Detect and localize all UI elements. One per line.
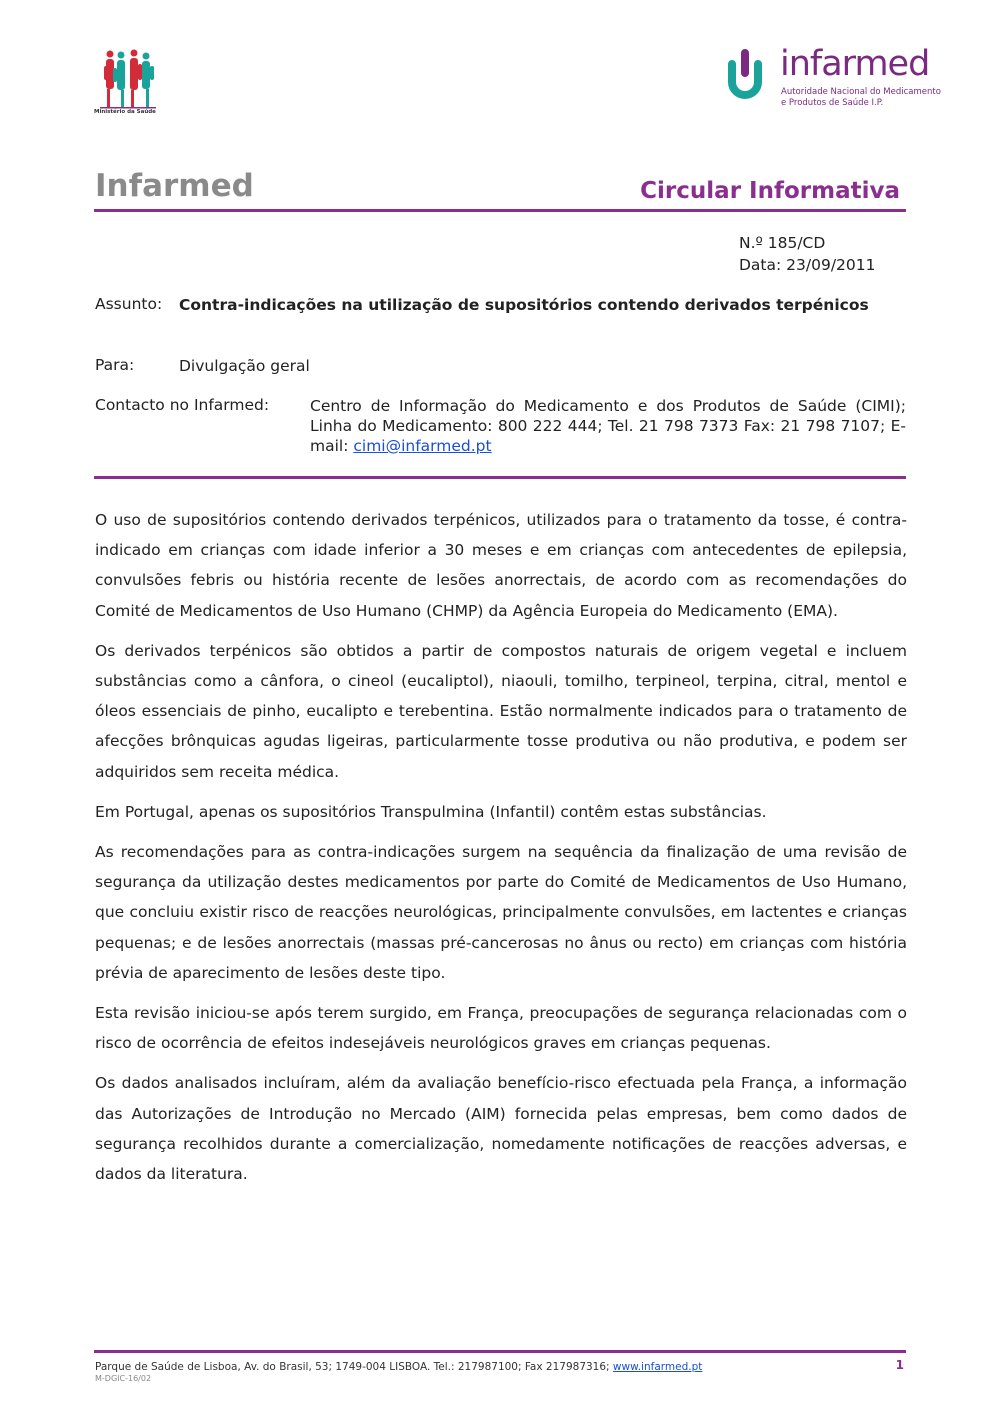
body-paragraph: Em Portugal, apenas os supositórios Transpulmina (Infantil) contêm estas substâncias. <box>95 802 767 821</box>
page-number: 1 <box>895 1358 904 1372</box>
contact-value <box>310 396 906 456</box>
ministerio-saude-logo <box>96 46 160 118</box>
footer-address-text: Parque de Saúde de Lisboa, Av. do Brasil, 53; 1749-004 LISBOA. Tel.: 217987100; Fax 217987316; <box>95 1361 613 1373</box>
body-paragraph: Os dados analisados incluíram, além da avaliação benefício-risco efectuada pela França, a informação das Autorizações de Introdução no Mercado (AIM) fornecida pelas empresas, bem como dados de segurança recolhidos durante a comercialização, nomedamente notificações de reacções adversas, e dados da literatura. <box>95 1074 907 1184</box>
contact-email-link[interactable]: cimi@infarmed.pt <box>353 437 492 455</box>
ministry-caption: Ministério da Saúde <box>94 109 156 115</box>
subject-value: Contra-indicações na utilização de supositórios contendo derivados terpénicos <box>179 296 869 314</box>
form-code: M-DGIC-16/02 <box>95 1374 152 1383</box>
to-label: Para: <box>95 356 135 374</box>
body-paragraph: Os derivados terpénicos são obtidos a partir de compostos naturais de origem vegetal e incluem substâncias como a cânfora, o cineol (eucaliptol), niaouli, tomilho, terpineol, terpina, citral, mentol e óleos essenciais de pinho, eucalipto e terebentina. Estão normalmente indicados para o tratamento de afecções brônquicas agudas ligeiras, particularmente tosse produtiva ou não produtiva, e podem ser adquiridos sem receita médica. <box>95 641 907 781</box>
to-value: Divulgação geral <box>179 357 310 375</box>
footer-address <box>95 1361 702 1373</box>
footer-divider <box>94 1350 906 1353</box>
subject-label: Assunto: <box>95 295 163 313</box>
infarmed-logo-subtitle: Autoridade Nacional do Medicamento e Produtos de Saúde I.P. <box>781 87 941 108</box>
contact-label: Contacto no Infarmed: <box>95 396 270 414</box>
contact-text: Centro de Informação do Medicamento e dos Produtos de Saúde (CIMI); Linha do Medicamento: 800 222 444; Tel. 21 798 7373 Fax: 21 798 7107; E-mail: <box>310 397 906 455</box>
body-paragraph: As recomendações para as contra-indicações surgem na sequência da finalização de uma revisão de segurança da utilização destes medicamentos por parte do Comité de Medicamentos de Uso Humano, que concluiu existir risco de reacções neurológicas, principalmente convulsões, em lactentes e crianças pequenas; e de lesões anorrectais (massas pré-cancerosas no ânus ou recto) em crianças com história prévia de aparecimento de lesões deste tipo. <box>95 843 907 982</box>
footer-website-link[interactable]: www.infarmed.pt <box>612 1361 703 1373</box>
document-type-title: Circular Informativa <box>640 178 900 204</box>
fields-divider <box>94 476 906 479</box>
body-paragraph: O uso de supositórios contendo derivados terpénicos, utilizados para o tratamento da tosse, é contra-indicado em crianças com idade inferior a 30 meses e em crianças com antecedentes de epilepsia, convulsões febris ou história recente de lesões anorrectais, de acordo com as recomendações do Comité de Medicamentos de Uso Humano (CHMP) da Agência Europeia do Medicamento (EMA). <box>95 511 907 620</box>
body-paragraph: Esta revisão iniciou-se após terem surgido, em França, preocupações de segurança relacionadas com o risco de ocorrência de efeitos indesejáveis neurológicos graves em crianças pequenas. <box>95 1004 907 1053</box>
circular-date: Data: 23/09/2011 <box>739 256 876 274</box>
body-text <box>95 505 907 1199</box>
brand-title: Infarmed <box>95 168 254 204</box>
circular-number: N.º 185/CD <box>739 234 826 252</box>
header-divider <box>94 209 906 212</box>
infarmed-logo-text: infarmed <box>780 44 930 84</box>
